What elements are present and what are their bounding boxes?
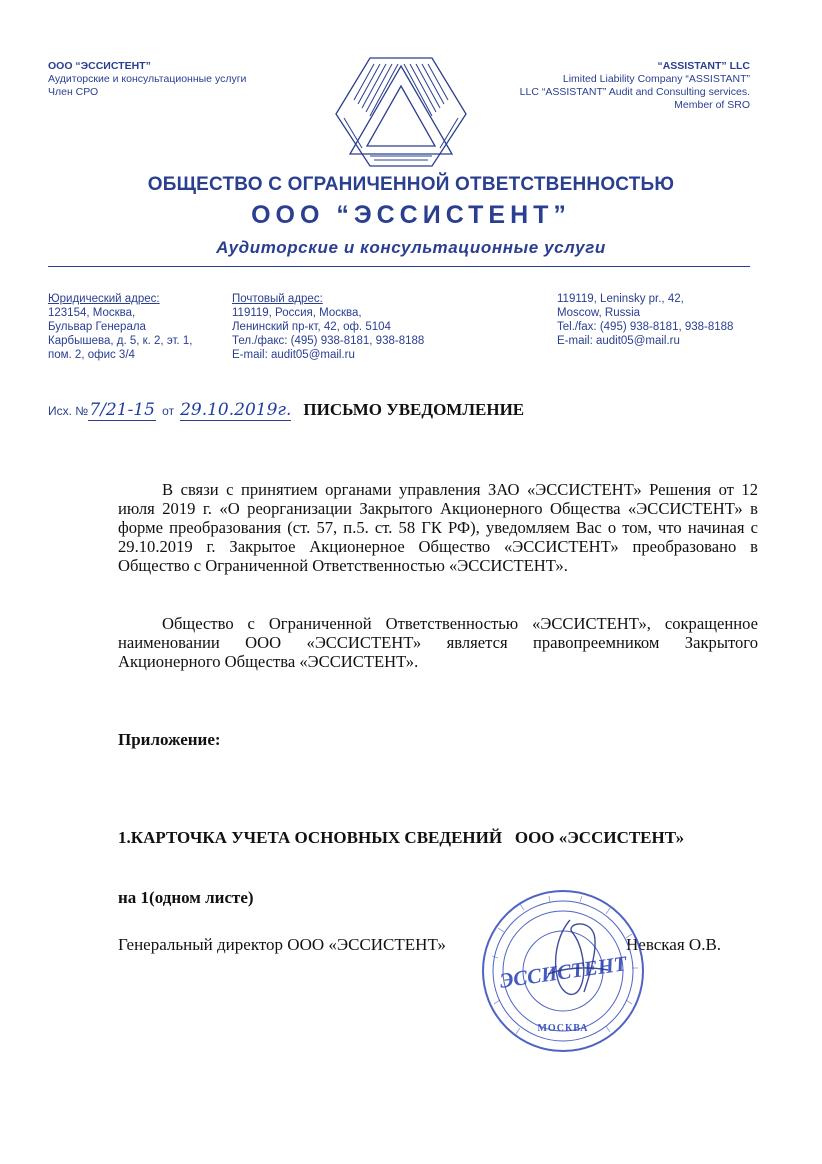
- legal-address-line: Карбышева, д. 5, к. 2, эт. 1,: [48, 335, 193, 347]
- appendix-label: Приложение:: [118, 730, 221, 749]
- appendix-item-pages: на 1(одном листе): [118, 888, 254, 907]
- appendix-item-title: 1.КАРТОЧКА УЧЕТА ОСНОВНЫХ СВЕДЕНИЙ ООО «ЭССИСТЕНТ»: [118, 828, 685, 847]
- signatory-title: Генеральный директор ООО «ЭССИСТЕНТ»: [118, 935, 446, 954]
- header-right-line1: Limited Liability Company “ASSISTANT”: [562, 73, 750, 85]
- letter-paragraph-1: В связи с принятием органами управления ЗАО «ЭССИСТЕНТ» Решения от 12 июля 2019 г. «О реорганизации Закрытого Акционерного Общества «ЭССИСТЕНТ» в форме преобразования (ст. 57, п.5. ст. 58 ГК РФ), уведомляем Вас о том, что начиная с 29.10.2019 г. Закрытое Акционерное Общество «ЭССИСТЕНТ» преобразовано в Общество с Ограниченной Ответственностью «ЭССИСТЕНТ».: [118, 480, 758, 575]
- legal-address-line: Бульвар Генерала: [48, 321, 146, 333]
- letter-title: ПИСЬМО УВЕДОМЛЕНИЕ: [303, 400, 525, 419]
- letter-paragraph-2: Общество с Ограниченной Ответственностью «ЭССИСТЕНТ», сокращенное наименовании ООО «ЭССИСТЕНТ» является правопреемником Закрытого Акционерного Общества «ЭССИСТЕНТ».: [118, 614, 758, 671]
- reference-prefix: Исх. №: [48, 404, 89, 418]
- postal-address-line: Тел./факс: (495) 938-8181, 938-8188: [232, 335, 425, 347]
- letterhead-org-name: ООО “ЭССИСТЕНТ”: [251, 201, 571, 229]
- letterhead-divider: [48, 266, 750, 267]
- english-address-block: [557, 292, 733, 348]
- reference-date: 29.10.2019г.: [180, 400, 292, 420]
- english-address-line: Tel./fax: (495) 938-8181, 938-8188: [557, 321, 734, 333]
- handwritten-signature: [528, 914, 618, 1008]
- stamp-center-text: ЭССИСТЕНТ: [498, 951, 629, 993]
- reference-line: [48, 400, 524, 430]
- english-address-line: Moscow, Russia: [557, 307, 641, 319]
- postal-address-title: Почтовый адрес:: [232, 293, 323, 305]
- postal-address-block: [232, 292, 424, 362]
- header-right-company: “ASSISTANT” LLC: [657, 60, 750, 72]
- legal-address-block: [48, 292, 192, 362]
- signatory-name: Невская О.В.: [626, 935, 722, 954]
- reference-from: от: [162, 404, 175, 418]
- postal-address-line: E-mail: audit05@mail.ru: [232, 349, 355, 361]
- header-left-company: ООО “ЭССИСТЕНТ”: [48, 60, 151, 72]
- legal-address-line: 123154, Москва,: [48, 307, 136, 319]
- company-logo: [334, 56, 468, 168]
- reference-number: 7/21-15: [89, 400, 155, 420]
- header-right-line3: Member of SRO: [674, 99, 750, 111]
- english-address-line: 119119, Leninsky pr., 42,: [557, 293, 684, 305]
- letterhead-tagline: Аудиторские и консультационные услуги: [216, 238, 606, 257]
- postal-address-line: 119119, Россия, Москва,: [232, 307, 362, 319]
- legal-address-title: Юридический адрес:: [48, 293, 160, 305]
- english-address-line: E-mail: audit05@mail.ru: [557, 335, 680, 347]
- header-right-line2: LLC “ASSISTANT” Audit and Consulting services.: [519, 86, 750, 98]
- postal-address-line: Ленинский пр-кт, 42, оф. 5104: [232, 321, 391, 333]
- header-left-membership: Член СРО: [48, 86, 99, 98]
- letterhead-org-form: ОБЩЕСТВО С ОГРАНИЧЕННОЙ ОТВЕТСТВЕННОСТЬЮ: [147, 174, 675, 195]
- stamp-city: МОСКВА: [537, 1023, 589, 1034]
- header-left: [48, 60, 246, 99]
- header-left-services: Аудиторские и консультационные услуги: [48, 73, 247, 85]
- legal-address-line: пом. 2, офис 3/4: [48, 349, 135, 361]
- header-right: [520, 60, 750, 112]
